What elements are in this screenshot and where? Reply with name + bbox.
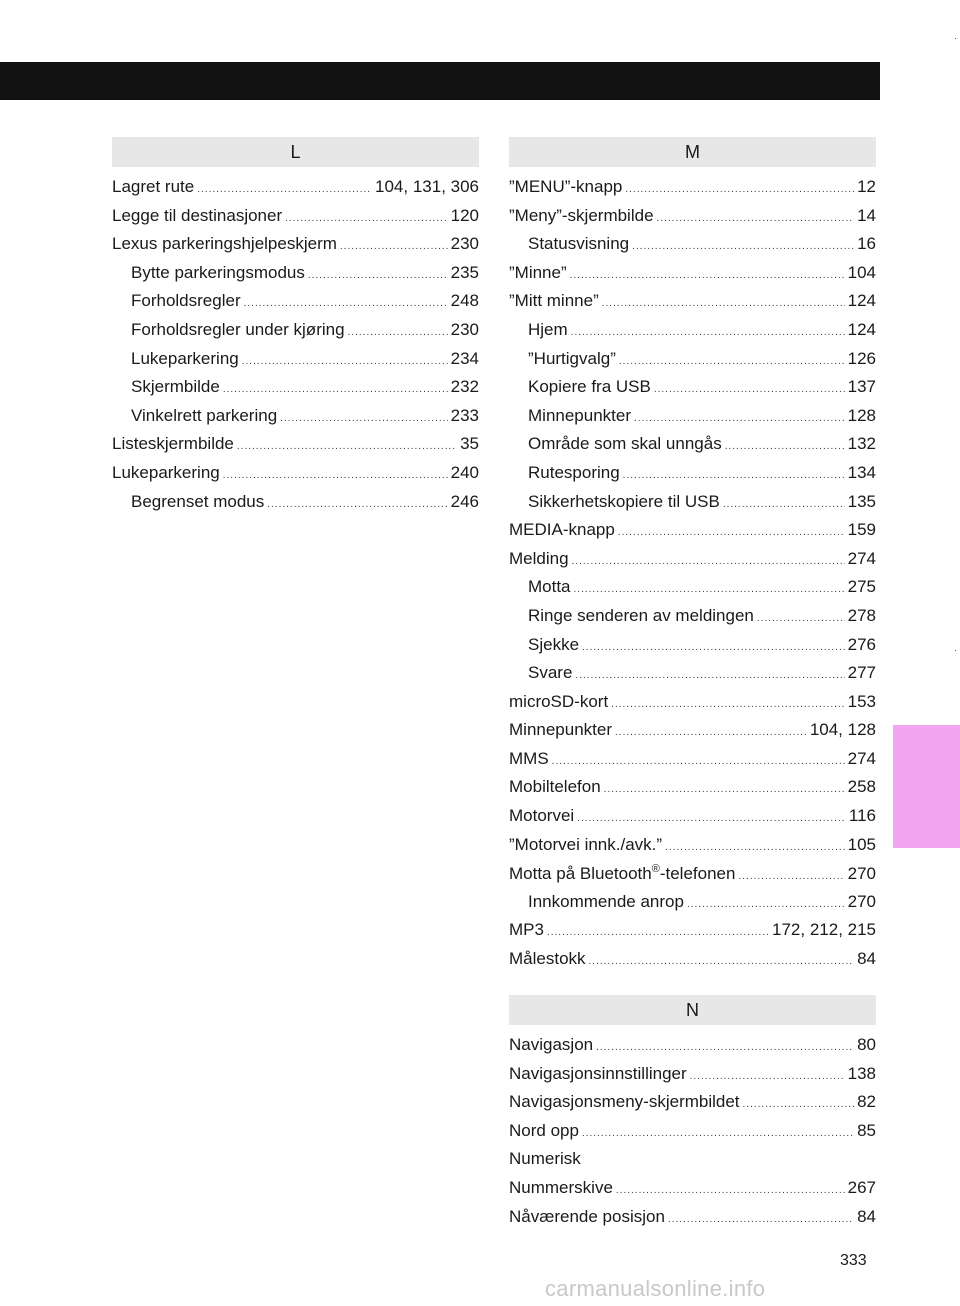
index-subentry[interactable] xyxy=(509,377,876,406)
dot-leader xyxy=(589,956,855,967)
entry-label: Forholdsregler xyxy=(131,291,241,311)
entry-label: Hjem xyxy=(528,319,568,339)
index-entry[interactable] xyxy=(509,1207,876,1236)
index-subentry[interactable] xyxy=(509,492,876,521)
index-subentry[interactable] xyxy=(509,606,876,635)
entry-label: Sjekke xyxy=(528,634,580,654)
index-subentry[interactable] xyxy=(112,492,479,521)
index-subentry[interactable] xyxy=(509,892,876,921)
dot-leader xyxy=(668,1214,854,1225)
entry-label: Bytte parkeringsmodus xyxy=(131,262,305,282)
dot-leader xyxy=(244,298,448,309)
entry-label: Numerisk xyxy=(509,1149,581,1169)
entry-pages[interactable]: 84 xyxy=(857,1206,876,1226)
entry-pages[interactable]: 104, 131, 306 xyxy=(375,177,479,196)
index-section-m xyxy=(509,137,876,978)
dot-leader xyxy=(757,613,845,624)
index-subentry[interactable] xyxy=(509,463,876,492)
index-entry[interactable] xyxy=(509,692,876,721)
entry-label: Motta på Bluetooth®-telefonen xyxy=(509,863,736,884)
index-entry[interactable] xyxy=(112,234,479,263)
entry-pages[interactable]: 230 xyxy=(450,319,479,339)
dot-leader xyxy=(582,642,845,653)
dot-leader xyxy=(574,584,845,595)
index-entry[interactable] xyxy=(112,434,479,463)
entry-label: ”Motorvei innk./avk.” xyxy=(509,834,663,854)
index-subentry[interactable] xyxy=(509,434,876,463)
entry-label: MEDIA-knapp xyxy=(509,520,615,540)
page-number: 333 xyxy=(840,1252,867,1269)
entry-label: Kopiere fra USB xyxy=(528,377,651,397)
index-entry[interactable] xyxy=(509,949,876,978)
dot-leader xyxy=(634,413,845,424)
index-subentry[interactable] xyxy=(112,349,479,378)
dot-leader xyxy=(575,670,844,681)
dot-leader xyxy=(237,441,457,452)
entry-pages[interactable]: 137 xyxy=(847,377,876,397)
entry-label: Lukeparkering xyxy=(112,462,220,482)
dot-leader xyxy=(547,927,769,938)
entry-label: Målestokk xyxy=(509,949,586,969)
entry-label: Skjermbilde xyxy=(131,377,220,397)
entry-pages[interactable]: 16 xyxy=(857,234,876,254)
entry-pages[interactable]: 134 xyxy=(847,462,876,482)
entry-pages[interactable]: 172, 212, 215 xyxy=(772,920,876,940)
entry-label: Navigasjonsinnstillinger xyxy=(509,1063,687,1083)
entry-label: Legge til destinasjoner xyxy=(112,205,283,225)
entry-pages[interactable]: 270 xyxy=(847,864,876,884)
dot-leader xyxy=(308,270,448,281)
entry-pages[interactable]: 116 xyxy=(848,806,876,826)
index-section-n xyxy=(509,995,876,1235)
entry-pages[interactable]: 35 xyxy=(460,434,479,454)
index-entry[interactable] xyxy=(509,1092,876,1121)
entry-pages[interactable]: 267 xyxy=(847,1177,876,1197)
dot-leader xyxy=(348,327,448,338)
entry-pages[interactable]: 120 xyxy=(450,205,479,225)
dot-leader xyxy=(582,1128,854,1139)
crop-mark xyxy=(955,650,956,651)
entry-pages[interactable]: 128 xyxy=(847,405,876,425)
entry-label: Nord opp xyxy=(509,1120,579,1140)
section-letter: L xyxy=(112,137,479,167)
dot-leader xyxy=(690,1071,845,1082)
entry-pages[interactable]: 80 xyxy=(857,1035,876,1054)
index-section-l xyxy=(112,137,479,520)
entry-list xyxy=(112,177,479,520)
dot-leader xyxy=(602,298,845,309)
index-entry[interactable] xyxy=(509,806,876,835)
crop-mark xyxy=(955,38,956,39)
entry-pages[interactable]: 274 xyxy=(847,548,876,568)
dot-leader xyxy=(552,756,845,767)
index-entry[interactable] xyxy=(112,463,479,492)
entry-pages[interactable]: 246 xyxy=(450,491,479,511)
dot-leader xyxy=(223,470,448,481)
dot-leader xyxy=(267,499,447,510)
index-entry[interactable] xyxy=(509,749,876,778)
entry-pages[interactable]: 132 xyxy=(847,434,876,454)
dot-leader xyxy=(657,213,855,224)
dot-leader xyxy=(738,871,844,882)
entry-label: Navigasjonsmeny-skjermbildet xyxy=(509,1092,740,1112)
entry-label: Listeskjermbilde xyxy=(112,434,234,454)
index-subentry[interactable] xyxy=(509,234,876,263)
entry-pages[interactable]: 274 xyxy=(847,748,876,768)
dot-leader xyxy=(596,1042,854,1053)
index-entry[interactable] xyxy=(112,177,479,206)
dot-leader xyxy=(665,842,845,853)
entry-pages[interactable]: 234 xyxy=(450,348,479,368)
entry-label: MMS xyxy=(509,748,549,768)
entry-pages[interactable]: 12 xyxy=(857,177,876,196)
index-entry[interactable] xyxy=(509,1149,876,1178)
dot-leader xyxy=(242,356,448,367)
entry-pages[interactable]: 159 xyxy=(847,520,876,540)
index-entry[interactable] xyxy=(509,549,876,578)
index-entry[interactable] xyxy=(509,920,876,949)
watermark: carmanualsonline.info xyxy=(545,1276,766,1301)
entry-label: Nummerskive xyxy=(509,1177,613,1197)
dot-leader xyxy=(618,527,845,538)
entry-label: ”Minne” xyxy=(509,262,567,282)
index-entry[interactable] xyxy=(509,177,876,206)
index-entry[interactable] xyxy=(509,777,876,806)
index-entry[interactable] xyxy=(509,291,876,320)
index-entry[interactable] xyxy=(509,520,876,549)
index-entry[interactable] xyxy=(509,863,876,892)
entry-pages[interactable]: 124 xyxy=(847,291,876,311)
dot-leader xyxy=(616,1185,845,1196)
entry-label: ”Meny”-skjermbilde xyxy=(509,205,654,225)
entry-pages[interactable]: 258 xyxy=(847,777,876,797)
dot-leader xyxy=(197,184,372,195)
section-letter: N xyxy=(509,995,876,1025)
dot-leader xyxy=(577,813,846,824)
entry-pages[interactable]: 82 xyxy=(857,1092,876,1112)
entry-label: Lexus parkeringshjelpeskjerm xyxy=(112,234,337,254)
entry-label: Svare xyxy=(528,663,573,683)
dot-leader xyxy=(623,470,845,481)
entry-pages[interactable]: 104 xyxy=(847,262,876,282)
entry-label: Lagret rute xyxy=(112,177,195,196)
dot-leader xyxy=(632,241,854,252)
index-subentry[interactable] xyxy=(112,320,479,349)
dot-leader xyxy=(687,899,845,910)
index-entry[interactable] xyxy=(509,720,876,749)
entry-label: Sikkerhetskopiere til USB xyxy=(528,491,720,511)
index-subentry[interactable] xyxy=(509,320,876,349)
entry-label: Mobiltelefon xyxy=(509,777,601,797)
entry-pages[interactable]: 278 xyxy=(847,605,876,625)
index-entry[interactable] xyxy=(112,206,479,235)
index-entry[interactable] xyxy=(509,1121,876,1150)
entry-label: Ringe senderen av meldingen xyxy=(528,605,754,625)
entry-label: Melding xyxy=(509,548,569,568)
entry-label: Vinkelrett parkering xyxy=(131,405,278,425)
entry-pages[interactable]: 84 xyxy=(857,949,876,969)
entry-label: Navigasjon xyxy=(509,1035,594,1054)
dot-leader xyxy=(285,213,448,224)
index-subentry[interactable] xyxy=(509,635,876,664)
dot-leader xyxy=(571,327,845,338)
index-subentry[interactable] xyxy=(112,406,479,435)
dot-leader xyxy=(223,384,448,395)
index-entry[interactable] xyxy=(509,206,876,235)
index-subentry[interactable] xyxy=(112,263,479,292)
dot-leader xyxy=(743,1099,855,1110)
index-subentry[interactable] xyxy=(112,377,479,406)
entry-label: Minnepunkter xyxy=(528,405,632,425)
index-entry[interactable] xyxy=(509,835,876,864)
dot-leader xyxy=(654,384,845,395)
index-subentry[interactable] xyxy=(509,349,876,378)
entry-label: ”Hurtigvalg” xyxy=(528,348,616,368)
entry-pages[interactable]: 138 xyxy=(847,1063,876,1083)
entry-pages[interactable]: 230 xyxy=(450,234,479,254)
entry-pages[interactable]: 105 xyxy=(847,834,876,854)
dot-leader xyxy=(625,184,854,195)
entry-pages[interactable]: 270 xyxy=(847,891,876,911)
entry-pages[interactable]: 232 xyxy=(450,377,479,397)
entry-label: Motta xyxy=(528,577,571,597)
index-subentry[interactable] xyxy=(509,577,876,606)
entry-pages[interactable]: 240 xyxy=(450,462,479,482)
index-subentry[interactable] xyxy=(112,291,479,320)
entry-pages[interactable]: 276 xyxy=(847,634,876,654)
entry-label: Minnepunkter xyxy=(509,720,613,740)
entry-label: Begrenset modus xyxy=(131,491,265,511)
dot-leader xyxy=(604,784,845,795)
entry-label: Lukeparkering xyxy=(131,348,239,368)
entry-label: Innkommende anrop xyxy=(528,891,684,911)
entry-label: MP3 xyxy=(509,920,544,940)
entry-pages[interactable]: 135 xyxy=(847,491,876,511)
dot-leader xyxy=(611,699,844,710)
entry-label: Nåværende posisjon xyxy=(509,1206,665,1226)
entry-pages[interactable]: 14 xyxy=(857,205,876,225)
entry-pages[interactable]: 104, 128 xyxy=(809,720,876,740)
entry-label: Område som skal unngås xyxy=(528,434,722,454)
index-entry[interactable] xyxy=(509,1178,876,1207)
entry-pages[interactable]: 275 xyxy=(847,577,876,597)
entry-label: ”Mitt minne” xyxy=(509,291,599,311)
entry-pages[interactable]: 235 xyxy=(450,262,479,282)
index-entry[interactable] xyxy=(509,263,876,292)
index-entry[interactable] xyxy=(509,1035,876,1064)
entry-pages[interactable]: 126 xyxy=(847,348,876,368)
index-subentry[interactable] xyxy=(509,663,876,692)
dot-leader xyxy=(570,270,845,281)
entry-pages[interactable]: 277 xyxy=(847,663,876,683)
entry-label: ”MENU”-knapp xyxy=(509,177,623,196)
dot-leader xyxy=(619,356,845,367)
entry-pages[interactable]: 124 xyxy=(847,319,876,339)
index-subentry[interactable] xyxy=(509,406,876,435)
dot-leader xyxy=(572,556,845,567)
entry-pages[interactable]: 233 xyxy=(450,405,479,425)
entry-list xyxy=(509,177,876,978)
section-thumb-tab xyxy=(893,725,960,848)
registered-mark: ® xyxy=(651,863,660,876)
dot-leader xyxy=(340,241,448,252)
dot-leader xyxy=(725,441,845,452)
dot-leader xyxy=(723,499,845,510)
dot-leader xyxy=(280,413,447,424)
section-letter: M xyxy=(509,137,876,167)
header-bar xyxy=(0,62,880,100)
entry-label: Rutesporing xyxy=(528,462,620,482)
entry-label: microSD-kort xyxy=(509,691,609,711)
entry-pages[interactable]: 85 xyxy=(857,1120,876,1140)
entry-label: Motorvei xyxy=(509,806,575,826)
entry-label: Forholdsregler under kjøring xyxy=(131,319,345,339)
entry-pages[interactable]: 153 xyxy=(847,691,876,711)
index-entry[interactable] xyxy=(509,1064,876,1093)
dot-leader xyxy=(615,727,807,738)
entry-label: Statusvisning xyxy=(528,234,630,254)
entry-list xyxy=(509,1035,876,1235)
entry-pages[interactable]: 248 xyxy=(450,291,479,311)
